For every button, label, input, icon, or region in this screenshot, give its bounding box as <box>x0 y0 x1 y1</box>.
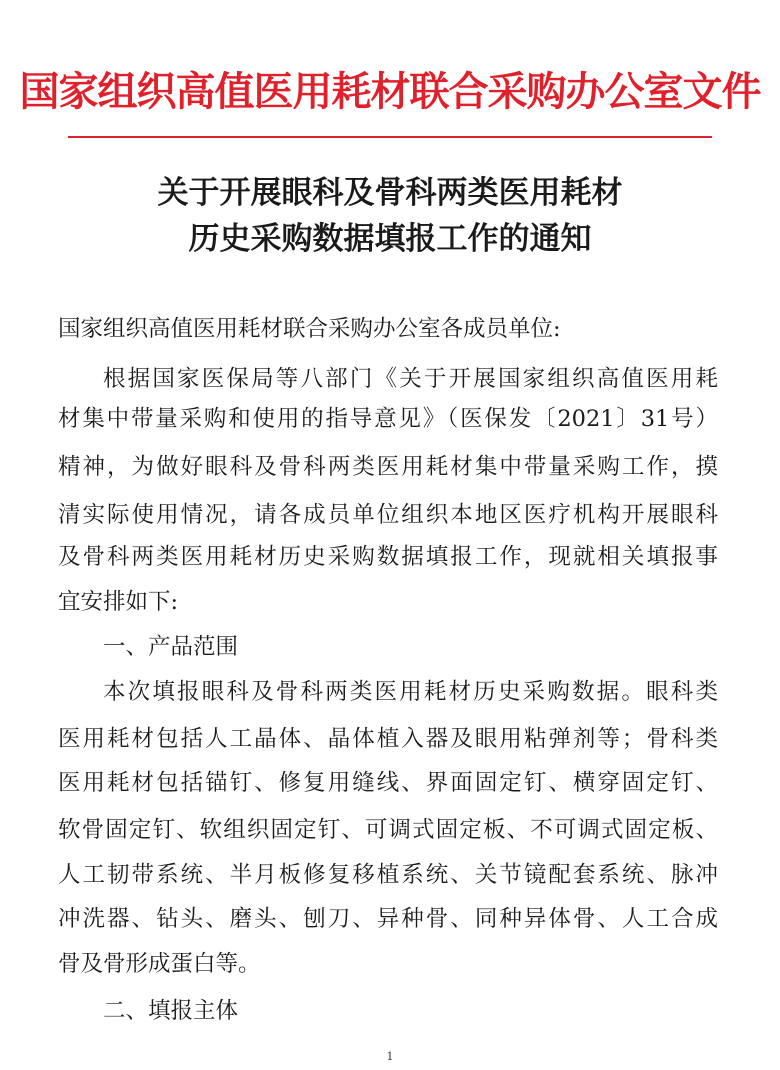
intro-line: 精神，为做好眼科及骨科两类医用耗材集中带量采购工作，摸 <box>58 454 718 480</box>
section-heading: 二、填报主体 <box>103 998 239 1024</box>
intro-line: 清实际使用情况，请各成员单位组织本地区医疗机构开展眼科 <box>58 502 718 528</box>
section-heading: 一、产品范围 <box>103 634 239 660</box>
title-line-2: 历史采购数据填报工作的通知 <box>188 221 592 257</box>
section-line: 医用耗材包括锚钉、修复用缝线、界面固定钉、横穿固定钉、 <box>58 770 718 796</box>
intro-line: 材集中带量采购和使用的指导意见》（医保发〔2021〕31号） <box>58 406 718 432</box>
section-line: 医用耗材包括人工晶体、晶体植入器及眼用粘弹剂等；骨科类 <box>58 726 718 752</box>
section-line: 人工韧带系统、半月板修复移植系统、关节镜配套系统、脉冲 <box>58 862 718 888</box>
document-body <box>58 0 718 1070</box>
section-line: 骨及骨形成蛋白等。 <box>58 951 261 977</box>
section-line: 本次填报眼科及骨科两类医用耗材历史采购数据。眼科类 <box>103 679 718 705</box>
issuer-header: 国家组织高值医用耗材联合采购办公室文件 <box>19 68 761 115</box>
page-number: 1 <box>386 1050 394 1063</box>
section-line: 软骨固定钉、软组织固定钉、可调式固定板、不可调式固定板、 <box>58 817 718 843</box>
intro-line: 根据国家医保局等八部门《关于开展国家组织高值医用耗 <box>103 366 718 392</box>
intro-line: 宜安排如下: <box>58 589 179 615</box>
section-line: 冲洗器、钻头、磨头、刨刀、异种骨、同种异体骨、人工合成 <box>58 906 718 932</box>
intro-line: 及骨科两类医用耗材历史采购数据填报工作，现就相关填报事 <box>58 544 718 570</box>
salutation: 国家组织高值医用耗材联合采购办公室各成员单位: <box>58 316 561 342</box>
title-line-1: 关于开展眼科及骨科两类医用耗材 <box>157 175 623 211</box>
